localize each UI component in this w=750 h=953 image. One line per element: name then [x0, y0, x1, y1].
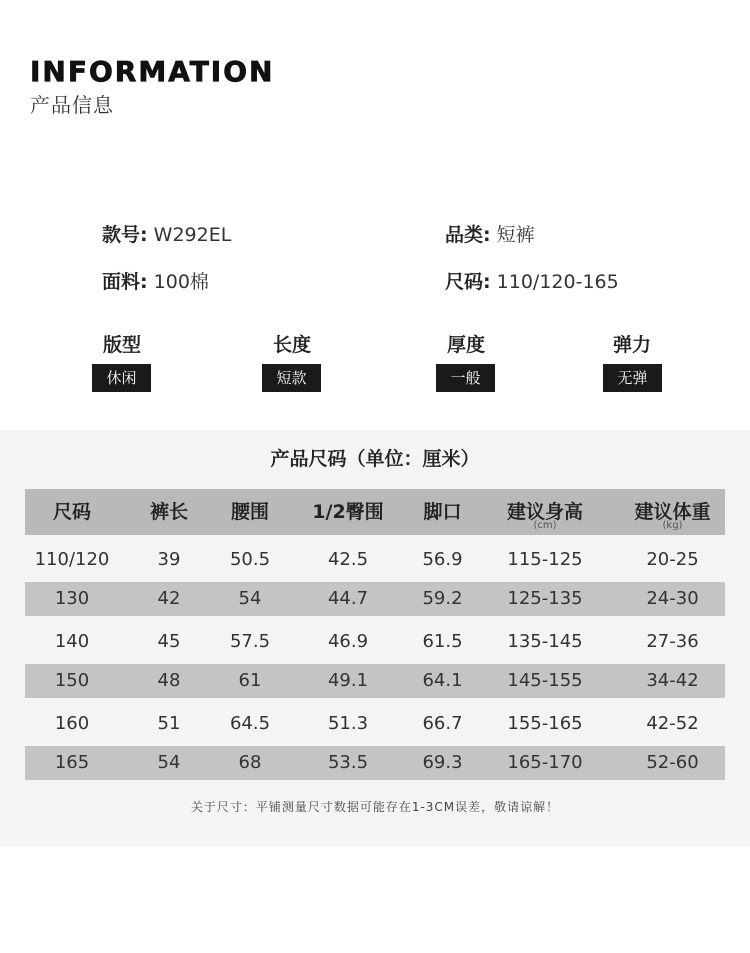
- table-cell: 34-42: [646, 670, 699, 691]
- table-cell: 42: [157, 588, 181, 609]
- page-subtitle: 产品信息: [30, 93, 114, 117]
- table-cell: 68: [238, 752, 262, 773]
- spec-category-label: 品类:: [445, 224, 491, 246]
- attr-length-badge: 短款: [262, 364, 321, 392]
- table-cell: 115-125: [507, 549, 583, 570]
- header-suggested-weight-label: 建议体重: [634, 501, 711, 523]
- table-row: [25, 707, 725, 741]
- size-table-header-row: [25, 489, 725, 535]
- table-cell: 49.1: [327, 670, 369, 691]
- table-cell: 51.3: [327, 713, 369, 734]
- attr-elasticity-label: 弹力: [612, 334, 651, 356]
- table-cell: 57.5: [229, 631, 271, 652]
- table-cell: 27-36: [646, 631, 699, 652]
- header-cell-suggested-height: [470, 489, 620, 535]
- table-cell: 51: [157, 713, 181, 734]
- header-cell-leg-opening: 脚口: [423, 501, 462, 523]
- table-cell: 140: [54, 631, 90, 652]
- header-suggested-height-label: 建议身高: [506, 501, 583, 523]
- table-cell: 56.9: [422, 549, 463, 570]
- header-cell-waist: 腰围: [230, 501, 269, 523]
- table-cell: 165: [54, 752, 90, 773]
- table-cell: 45: [157, 631, 181, 652]
- table-row: [25, 664, 725, 698]
- table-cell: 44.7: [327, 588, 369, 609]
- table-cell: 160: [54, 713, 90, 734]
- page-title: INFORMATION: [30, 55, 275, 88]
- attr-thickness-label: 厚度: [446, 334, 485, 356]
- table-cell: 69.3: [422, 752, 463, 773]
- attr-fit-label: 版型: [102, 334, 141, 356]
- table-cell: 165-170: [507, 752, 583, 773]
- table-cell: 145-155: [507, 670, 583, 691]
- attr-elasticity-badge: 无弹: [603, 364, 662, 392]
- table-row: [25, 582, 725, 616]
- table-cell: 135-145: [507, 631, 583, 652]
- table-row: [25, 543, 725, 577]
- table-cell: 125-135: [507, 588, 583, 609]
- spec-style-no-value: W292EL: [153, 224, 232, 246]
- height-unit-label: (cm): [533, 520, 557, 531]
- spec-style-no: [102, 220, 231, 247]
- table-cell: 54: [157, 752, 181, 773]
- table-cell: 50.5: [229, 549, 271, 570]
- table-cell: 130: [54, 588, 90, 609]
- table-cell: 110/120: [34, 549, 110, 570]
- spec-size-label: 尺码:: [445, 271, 491, 293]
- spec-category-value: 短裤: [496, 224, 535, 246]
- table-cell: 150: [54, 670, 90, 691]
- attr-fit-badge: 休闲: [92, 364, 151, 392]
- table-cell: 46.9: [327, 631, 369, 652]
- table-cell: 66.7: [422, 713, 463, 734]
- attr-thickness-badge: 一般: [436, 364, 495, 392]
- attr-length-label: 长度: [272, 334, 311, 356]
- spec-style-no-label: 款号:: [102, 224, 148, 246]
- table-cell: 20-25: [646, 549, 699, 570]
- table-cell: 53.5: [327, 752, 369, 773]
- table-cell: 64.1: [422, 670, 463, 691]
- table-cell: 48: [157, 670, 181, 691]
- table-cell: 39: [157, 549, 181, 570]
- spec-category: [445, 220, 535, 247]
- spec-fabric: [102, 267, 209, 294]
- table-cell: 42-52: [646, 713, 699, 734]
- table-cell: 42.5: [327, 549, 369, 570]
- table-cell: 52-60: [646, 752, 699, 773]
- table-row: [25, 746, 725, 780]
- header-cell-pants-length: 裤长: [149, 501, 188, 523]
- table-cell: 59.2: [422, 588, 463, 609]
- size-chart-title: 产品尺码（单位：厘米）: [270, 448, 480, 470]
- table-cell: 61.5: [422, 631, 463, 652]
- header-cell-suggested-weight: [620, 489, 725, 535]
- table-row: [25, 625, 725, 659]
- spec-size-value: 110/120-165: [496, 271, 619, 293]
- size-table: [25, 489, 725, 780]
- weight-unit-label: (kg): [662, 520, 683, 531]
- table-cell: 54: [238, 588, 262, 609]
- table-cell: 64.5: [229, 713, 271, 734]
- header-cell-size: 尺码: [52, 501, 91, 523]
- spec-size: [445, 267, 619, 294]
- table-cell: 61: [238, 670, 262, 691]
- header-cell-half-hip: 1/2臀围: [312, 501, 384, 523]
- size-disclaimer-note: 关于尺寸：平铺测量尺寸数据可能存在1-3CM误差，敬请谅解！: [190, 800, 560, 814]
- spec-fabric-value: 100棉: [153, 271, 209, 293]
- table-cell: 155-165: [507, 713, 583, 734]
- spec-fabric-label: 面料:: [102, 271, 148, 293]
- table-cell: 24-30: [646, 588, 699, 609]
